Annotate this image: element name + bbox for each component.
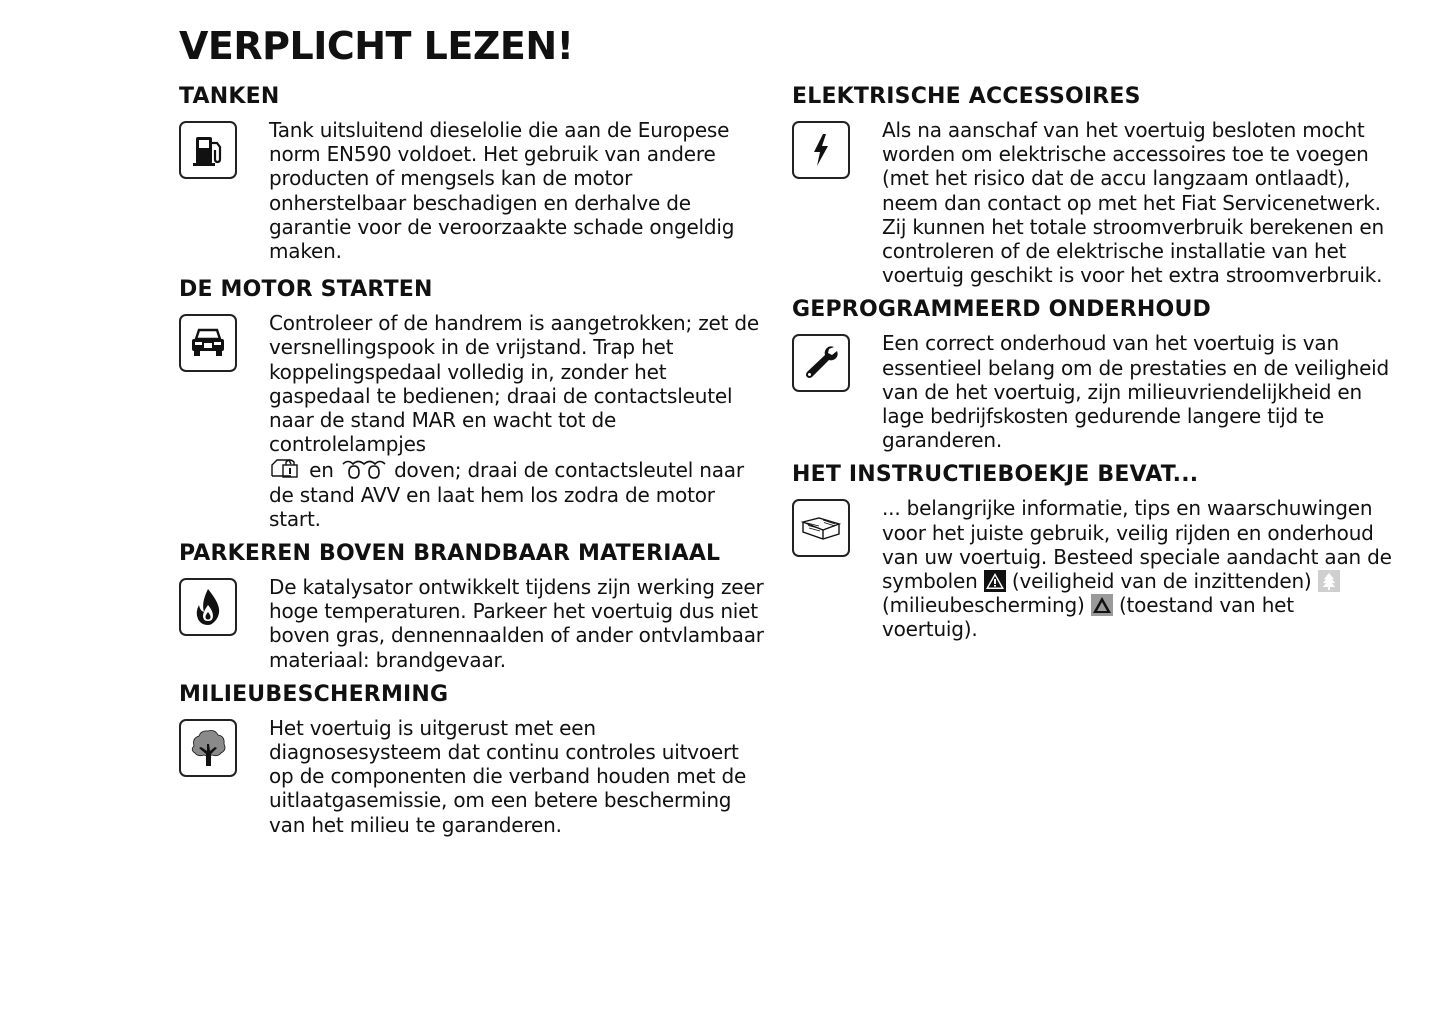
section-text: Tank uitsluitend dieselolie die aan de Europese norm EN590 voldoet. Het gebruik van andere producten of mengsels kan de motor onherstelbaar beschadigen en derhalve de garantie voor de veroorzaakte schade ongeldig maken. bbox=[269, 118, 735, 264]
section-heading: HET INSTRUCTIEBOEKJE BEVAT... bbox=[792, 462, 1199, 488]
section-text: Het voertuig is uitgerust met een diagnosesysteem dat continu controles uitvoert op de componenten die verband houden met de uitlaatgasemissie, om een betere bescherming van het milieu te garanderen. bbox=[269, 715, 747, 837]
environment-icon bbox=[1318, 570, 1340, 592]
section-text: Een correct onderhoud van het voertuig is van essentieel belang om de prestaties en de veiligheid van de het voertuig, zijn milieuvriendelijkheid en lage bedrijfskosten gedurende langere tijd te garanderen. bbox=[882, 331, 1390, 453]
lightning-icon bbox=[792, 121, 850, 179]
section-parkeren bbox=[179, 539, 769, 672]
section-tanken bbox=[179, 82, 769, 263]
section-instructieboekje bbox=[792, 460, 1392, 641]
section-text bbox=[882, 496, 1392, 641]
glow-plug-icon bbox=[340, 458, 388, 480]
text-part: en bbox=[303, 458, 340, 483]
section-heading: DE MOTOR STARTEN bbox=[179, 277, 433, 303]
car-icon bbox=[179, 314, 237, 372]
section-text: De katalysator ontwikkelt tijdens zijn werking zeer hoge temperaturen. Parkeer het voertuig dus niet boven gras, dennennaalden of ander ontvlambaar materiaal: brandgevaar. bbox=[269, 575, 764, 672]
right-column bbox=[792, 82, 1392, 642]
text-part: (veiligheid van de inzittenden) bbox=[1005, 569, 1318, 594]
tree-icon bbox=[179, 719, 237, 777]
open-book-icon bbox=[792, 499, 850, 557]
text-part: (toestand van het voertuig). bbox=[882, 593, 1294, 642]
section-heading: GEPROGRAMMEERD ONDERHOUD bbox=[792, 297, 1211, 323]
section-motor-starten bbox=[179, 275, 769, 531]
text-part: (milieubescherming) bbox=[882, 593, 1091, 618]
warning-safety-icon bbox=[984, 570, 1006, 592]
flame-icon bbox=[179, 578, 237, 636]
section-text bbox=[269, 311, 769, 531]
section-text: Als na aanschaf van het voertuig besloten mocht worden om elektrische accessoires toe te voegen (met het risico dat de accu langzaam ontlaadt), neem dan contact op met het Fiat Servicenetwerk. Zij kunnen het totale stroomverbruik berekenen en controleren of de elektrische installatie van het voertuig geschikt is voor het extra stroomverbruik. bbox=[882, 118, 1384, 288]
section-milieubescherming bbox=[179, 680, 769, 837]
immobilizer-warning-icon bbox=[269, 456, 303, 480]
section-heading: MILIEUBESCHERMING bbox=[179, 681, 449, 707]
wrench-icon bbox=[792, 334, 850, 392]
section-heading: TANKEN bbox=[179, 84, 280, 109]
text-part: Controleer of de handrem is aangetrokken; zet de versnellingspook in de vrijstand. Trap het koppelingspedaal volledig in, zonder het gaspedaal te bedienen; draai de contactsleutel naar de stand MAR en wacht tot de controlelampjes bbox=[269, 311, 760, 457]
section-elektrische-accessoires bbox=[792, 82, 1392, 287]
text-part: doven; draai de contactsleutel naar de stand AVV en laat hem los zodra de motor start. bbox=[269, 458, 744, 531]
page-title: VERPLICHT LEZEN! bbox=[179, 24, 574, 68]
warning-vehicle-icon bbox=[1091, 594, 1113, 616]
left-column bbox=[179, 82, 769, 837]
section-heading: PARKEREN BOVEN BRANDBAAR MATERIAAL bbox=[179, 541, 721, 567]
section-onderhoud bbox=[792, 295, 1392, 452]
text-part: ... belangrijke informatie, tips en waarschuwingen voor het juiste gebruik, veilig rijden en onderhoud van uw voertuig. Besteed speciale aandacht aan de symbolen bbox=[882, 496, 1392, 594]
section-heading: ELEKTRISCHE ACCESSOIRES bbox=[792, 84, 1141, 109]
fuel-pump-icon bbox=[179, 121, 237, 179]
